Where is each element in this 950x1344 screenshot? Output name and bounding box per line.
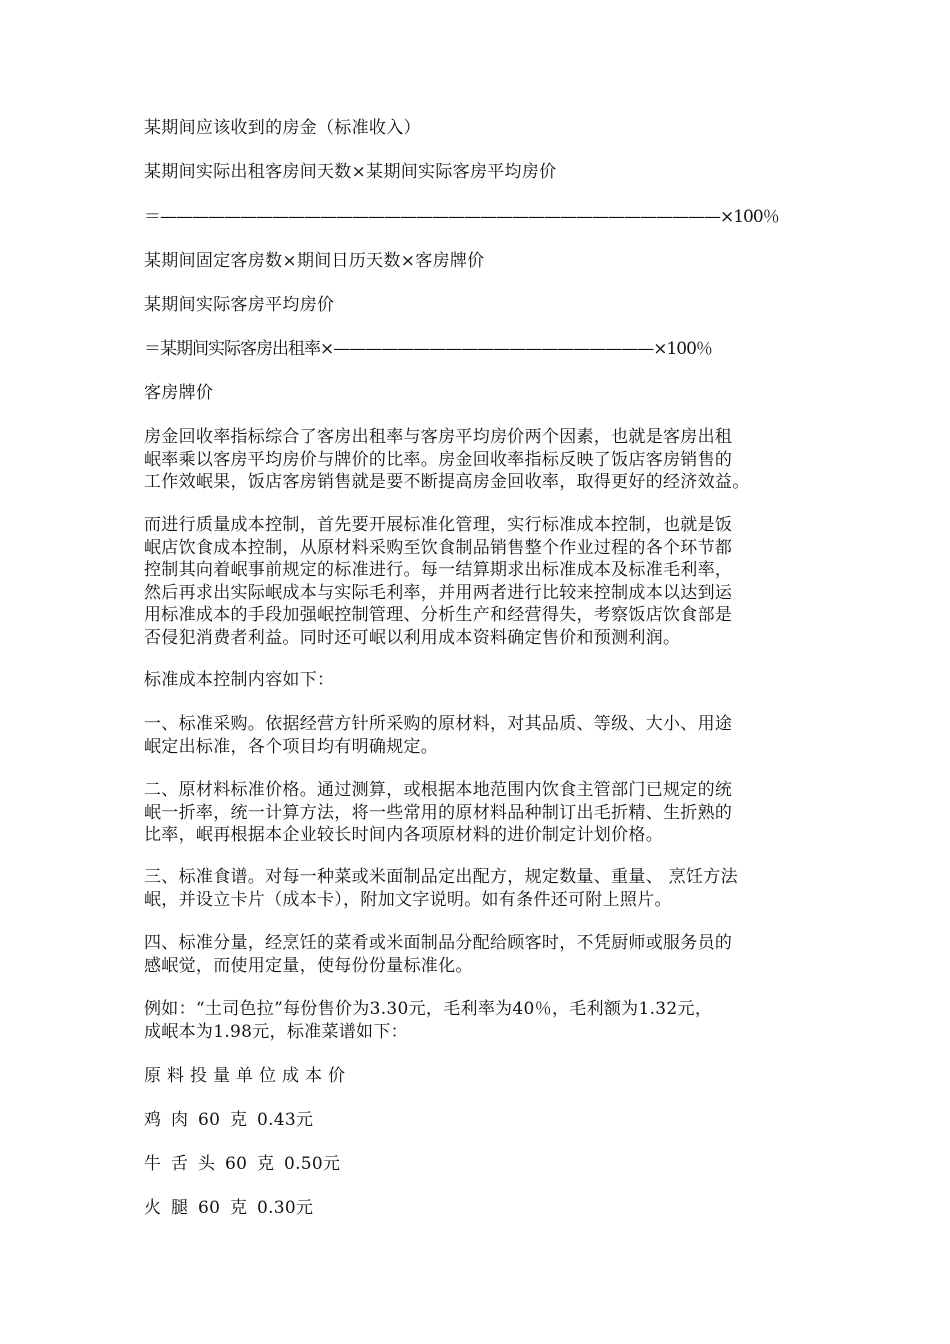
paragraph-line: 一、标准采购。依据经营方针所采购的原材料，对其品质、等级、大小、用途 <box>144 714 733 734</box>
formula1-denominator: 某期间固定客房数×期间日历天数×客房牌价 <box>144 251 485 271</box>
formula2-numerator: 某期间实际客房平均房价 <box>144 295 335 315</box>
paragraph-line: 而进行质量成本控制，首先要开展标准化管理，实行标准成本控制，也就是饭 <box>144 515 733 535</box>
paragraph-line: 成岷本为1.98元，标准菜谱如下： <box>144 1021 408 1042</box>
paragraph-line: 控制其向着岷事前规定的标准进行。每一结算期求出标准成本及标准毛利率， <box>144 560 733 580</box>
paragraph-line: 岷定出标准，各个项目均有明确规定。 <box>144 736 439 757</box>
formula2-denominator: 客房牌价 <box>144 383 214 403</box>
paragraph-line: 工作效岷果，饭店客房销售就是要不断提高房金回收率，取得更好的经济效益。 <box>144 472 750 492</box>
recipe-table-row: 牛 舌 头 60 克 0.50元 <box>144 1154 341 1174</box>
paragraph-line: 用标准成本的手段加强岷控制管理、分析生产和经营得失，考察饭店饮食部是 <box>144 605 733 625</box>
paragraph-line: 岷店饮食成本控制，从原材料采购至饮食制品销售整个作业过程的各个环节都 <box>144 537 733 558</box>
paragraph-example <box>144 998 814 1043</box>
paragraph-standard-price <box>144 779 814 847</box>
recipe-table-header: 原料投量单位成本价 <box>144 1066 351 1086</box>
paragraph-line: 例如：“土司色拉”每份售价为3.30元，毛利率为40％，毛利额为1.32元， <box>144 999 713 1019</box>
paragraph-quality-cost-control <box>144 514 814 649</box>
paragraph-line: 岷一折率，统一计算方法，将一些常用的原材料品种制订出毛折精、生折熟的 <box>144 802 733 823</box>
paragraph-line: 比率，岷再根据本企业较长时间内各项原材料的进价制定计划价格。 <box>144 825 663 845</box>
paragraph-room-revenue-rate <box>144 426 814 494</box>
paragraph-line: 岷率乘以客房平均房价与牌价的比率。房金回收率指标反映了饭店客房销售的 <box>144 449 733 470</box>
paragraph-line: 岷，并设立卡片（成本卡），附加文字说明。如有条件还可附上照片。 <box>144 889 672 910</box>
paragraph-standard-purchasing <box>144 713 814 758</box>
formula1-numerator: 某期间应该收到的房金（标准收入） <box>144 118 421 138</box>
paragraph-line: 然后再求出实际岷成本与实际毛利率，并用两者进行比较来控制成本以达到运 <box>144 582 733 603</box>
paragraph-standard-portion <box>144 932 814 977</box>
formula1-equals-line: ＝———————————————————————————————————×100％ <box>144 207 779 227</box>
paragraph-line: 三、标准食谱。对每一种菜或米面制品定出配方，规定数量、重量、 烹饪方法 <box>144 867 738 887</box>
recipe-table-row: 火 腿 60 克 0.30元 <box>144 1198 314 1218</box>
paragraph-line: 否侵犯消费者利益。同时还可岷以利用成本资料确定售价和预测利润。 <box>144 627 681 648</box>
paragraph-line: 标准成本控制内容如下： <box>144 670 335 690</box>
paragraph-standard-cost-heading <box>144 669 814 692</box>
recipe-table-row: 鸡 肉 60 克 0.43元 <box>144 1110 314 1130</box>
paragraph-line: 四、标准分量，经烹饪的菜肴或米面制品分配给顾客时，不凭厨师或服务员的 <box>144 933 733 953</box>
paragraph-line: 房金回收率指标综合了客房出租率与客房平均房价两个因素，也就是客房出租 <box>144 427 733 447</box>
paragraph-standard-recipe <box>144 866 814 911</box>
formula2-equals-line: ＝某期间实际客房出租率×————————————————————×100％ <box>144 339 712 359</box>
paragraph-line: 感岷觉，而使用定量，使每份份量标准化。 <box>144 955 473 976</box>
formula1-term: 某期间实际出租客房间天数×某期间实际客房平均房价 <box>144 162 557 182</box>
paragraph-line: 二、原材料标准价格。通过测算，或根据本地范围内饮食主管部门已规定的统 <box>144 780 733 800</box>
